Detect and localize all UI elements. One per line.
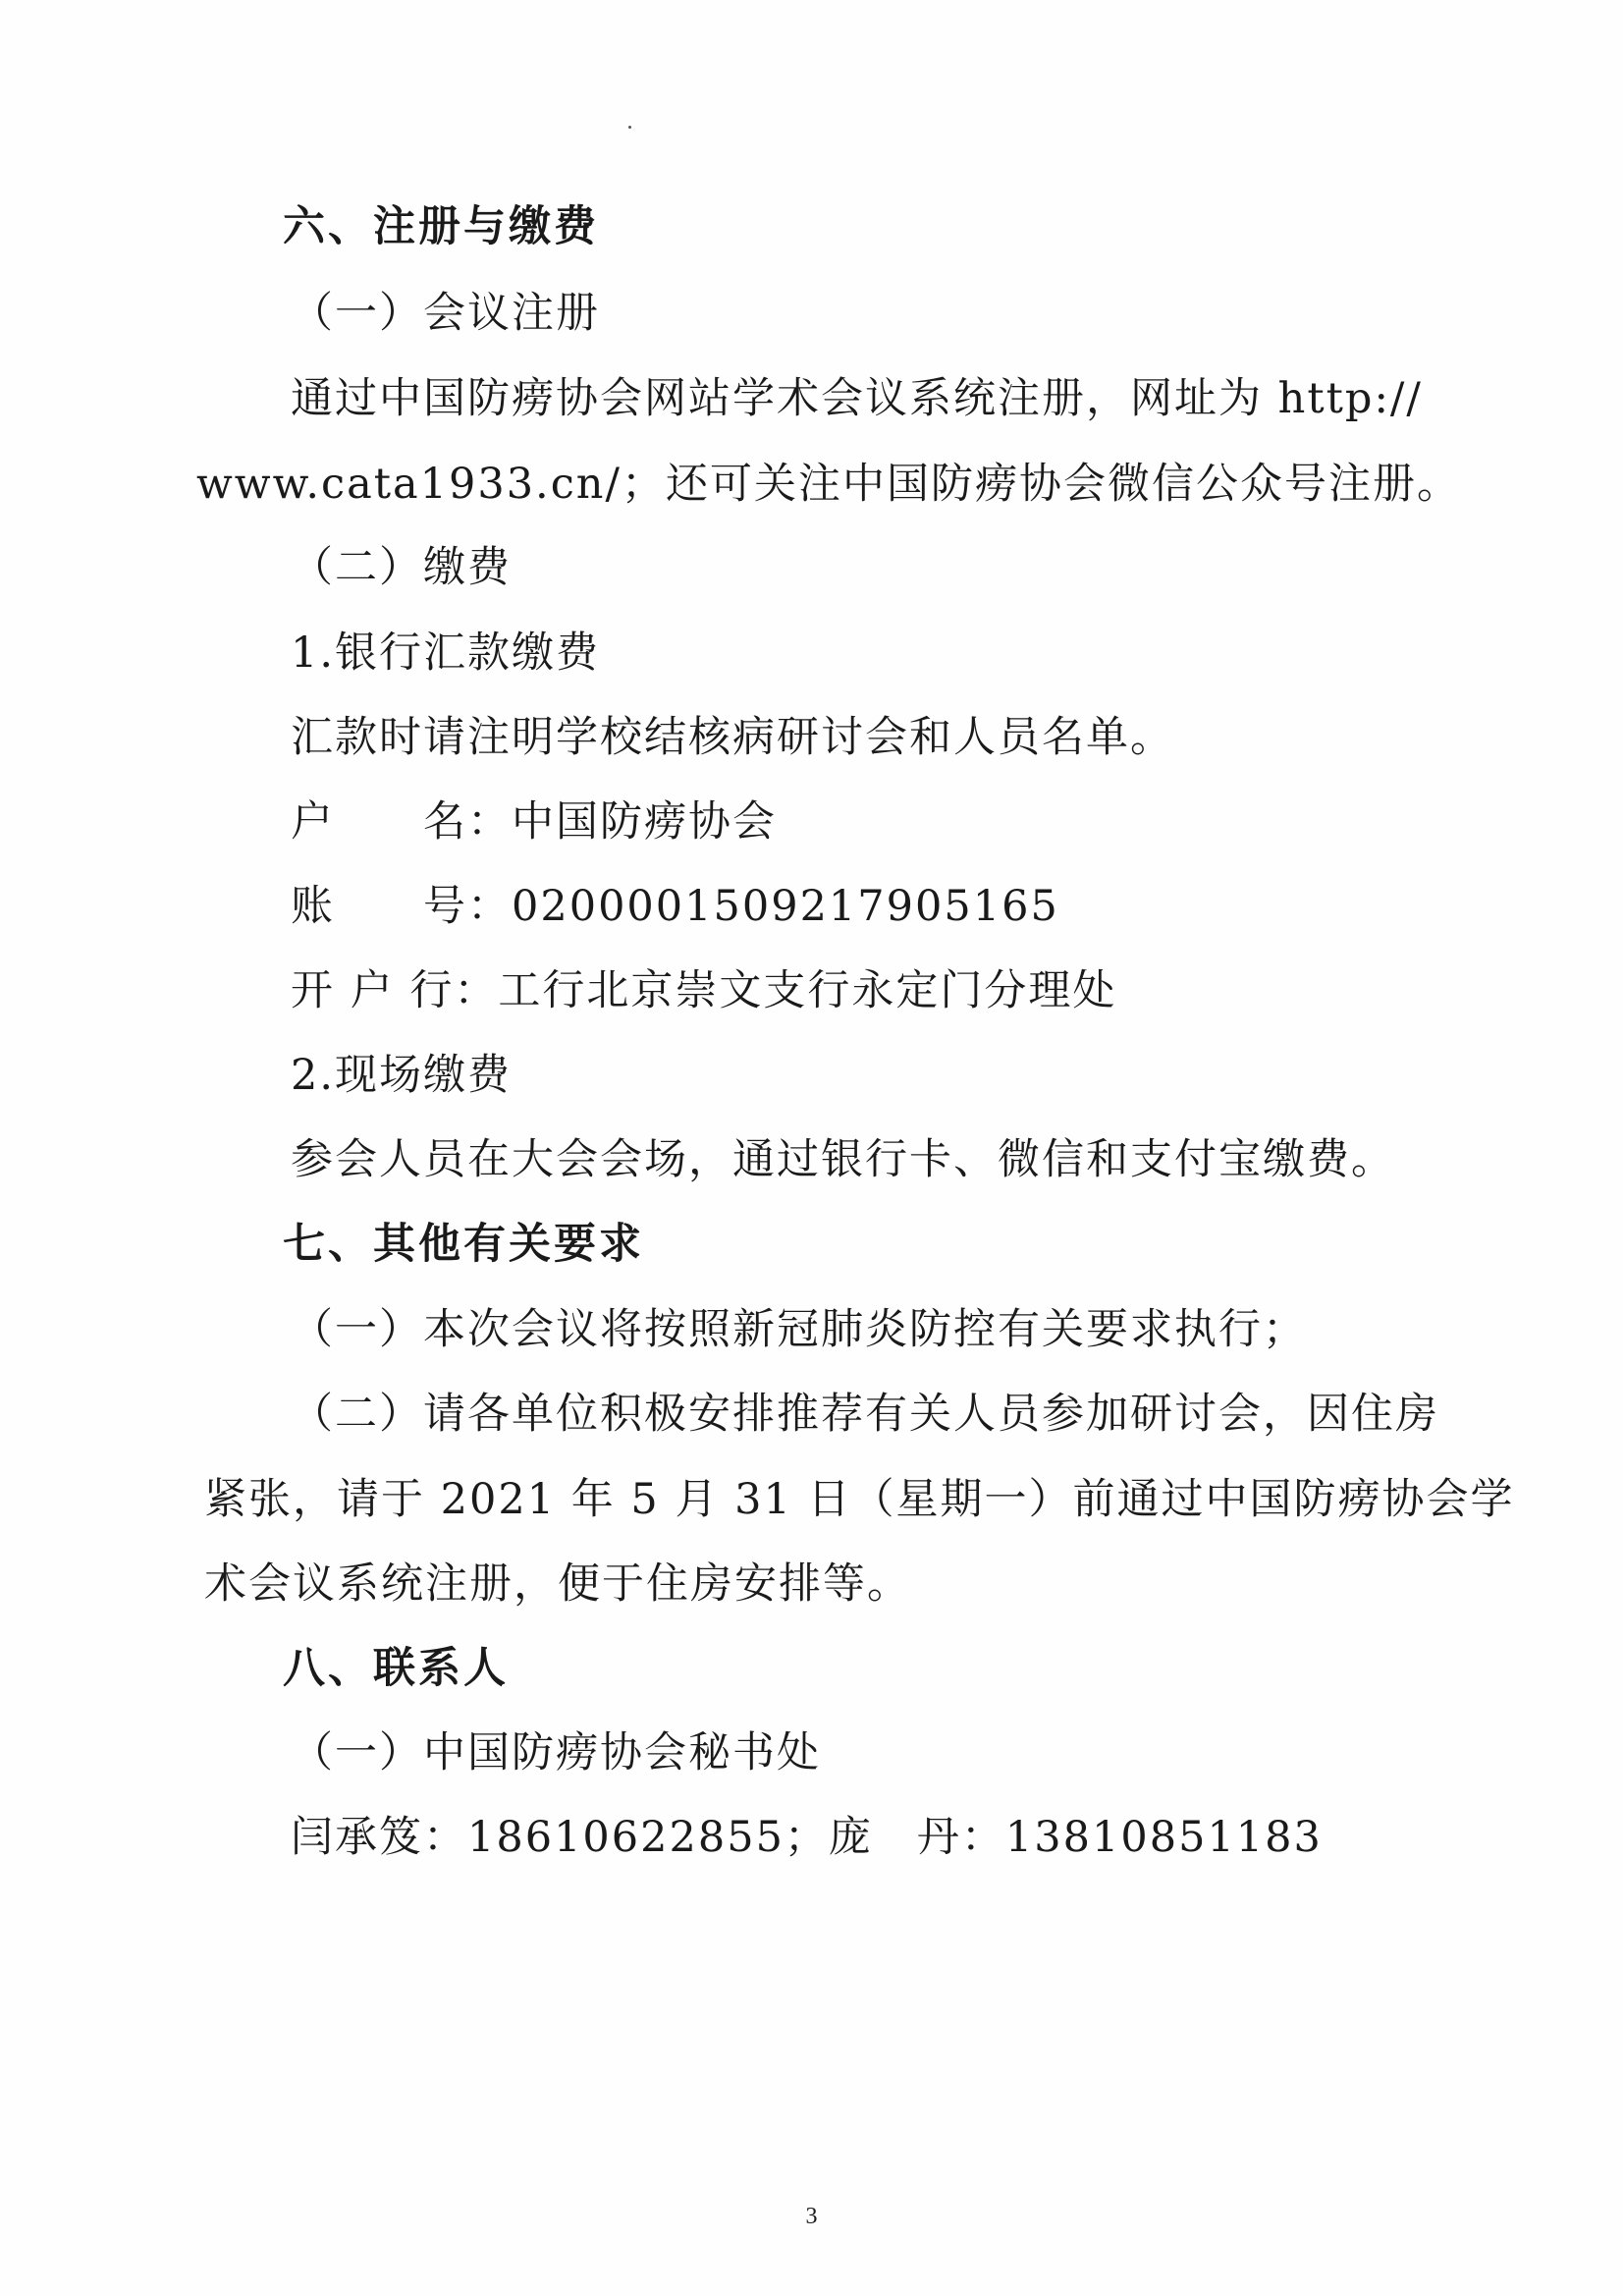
account-bank: 开 户 行：工行北京崇文支行永定门分理处 xyxy=(291,966,1117,1015)
requirement-2-line-2: 紧张，请于 2021 年 5 月 31 日（星期一）前通过中国防痨协会学 xyxy=(204,1475,1515,1524)
onsite-payment-title: 2.现场缴费 xyxy=(291,1051,513,1100)
bank-transfer-note: 汇款时请注明学校结核病研讨会和人员名单。 xyxy=(291,713,1174,762)
account-number: 账 号：0200001509217905165 xyxy=(291,882,1059,931)
registration-paragraph-line-2: www.cata1933.cn/；还可关注中国防痨协会微信公众号注册。 xyxy=(196,460,1461,509)
contact-persons: 闫承笈：18610622855；庞 丹：13810851183 xyxy=(291,1813,1323,1862)
section-6-heading: 六、注册与缴费 xyxy=(283,202,599,251)
onsite-payment-note: 参会人员在大会会场，通过银行卡、微信和支付宝缴费。 xyxy=(291,1135,1395,1184)
scan-speck xyxy=(628,126,631,129)
section-8-heading: 八、联系人 xyxy=(283,1644,509,1693)
requirement-1: （一）本次会议将按照新冠肺炎防控有关要求执行； xyxy=(291,1305,1307,1354)
contact-org: （一）中国防痨协会秘书处 xyxy=(291,1728,821,1777)
requirement-2-line-1: （二）请各单位积极安排推荐有关人员参加研讨会，因住房 xyxy=(291,1390,1439,1439)
section-7-heading: 七、其他有关要求 xyxy=(283,1220,644,1269)
requirement-2-line-3: 术会议系统注册，便于住房安排等。 xyxy=(204,1559,911,1609)
subsection-payment-heading: （二）缴费 xyxy=(291,543,512,592)
page-number: 3 xyxy=(805,2204,818,2229)
account-name: 户 名：中国防痨协会 xyxy=(291,797,777,847)
subsection-registration-heading: （一）会议注册 xyxy=(291,289,600,338)
bank-transfer-title: 1.银行汇款缴费 xyxy=(291,629,601,678)
registration-paragraph-line-1: 通过中国防痨协会网站学术会议系统注册，网址为 http:// xyxy=(291,374,1423,423)
